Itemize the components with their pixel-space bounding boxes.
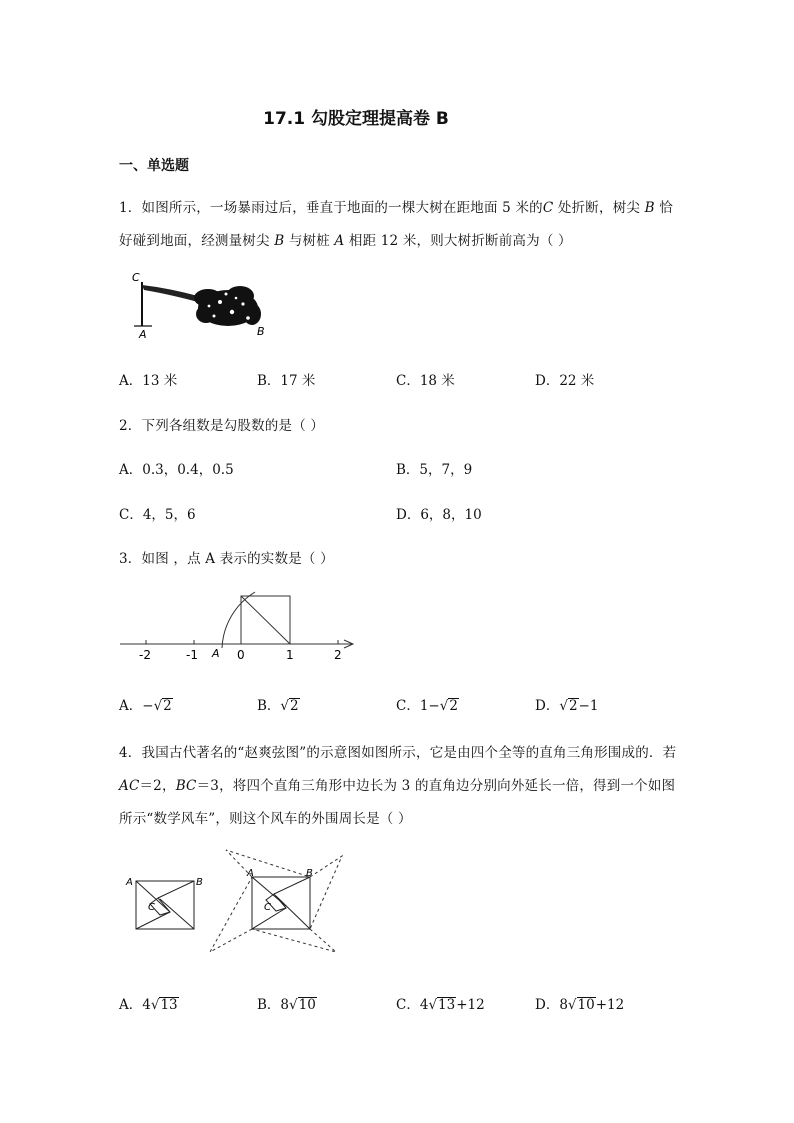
q1-stem-line1: 1．如图所示，一场暴雨过后，垂直于地面的一棵大树在距地面 5 米的C 处折断，树尖 B 恰 <box>119 200 673 216</box>
q4-right-label-a: A <box>247 868 254 879</box>
q3-option-a[interactable]: A．− √ 2 <box>119 698 172 715</box>
tree-canopy-icon <box>194 286 261 326</box>
q3-option-d[interactable]: D． √ 2 −1 <box>535 698 599 715</box>
q4-right-label-b: B <box>306 868 313 879</box>
q4-left-label-b: B <box>196 877 203 888</box>
sqrt-icon: √ <box>280 698 290 714</box>
q3-tick-2: 2 <box>334 648 342 662</box>
q1-label-a: A <box>139 328 147 341</box>
q4-stem-line3: 所示“数学风车”，则这个风车的外围周长是（ ） <box>119 811 412 827</box>
sqrt-icon: √ <box>567 997 577 1013</box>
q3-tick-neg2: -2 <box>139 648 151 662</box>
q1-option-a[interactable]: A．13 米 <box>119 373 178 389</box>
q4-option-a[interactable]: A．4 √ 13 <box>119 997 178 1014</box>
q1-option-d[interactable]: D．22 米 <box>535 373 595 389</box>
q1-stem-line2: 好碰到地面，经测量树尖 B 与树桩 A 相距 12 米，则大树折断前高为（ ） <box>119 233 572 249</box>
q1-option-b[interactable]: B．17 米 <box>257 373 316 389</box>
section-heading: 一、单选题 <box>119 158 189 174</box>
sqrt-icon: √ <box>150 997 160 1013</box>
q1-option-c[interactable]: C．18 米 <box>396 373 455 389</box>
sqrt-icon: √ <box>289 997 298 1013</box>
q3-tick-0: 0 <box>237 648 245 662</box>
q4-stem-line1: 4．我国古代著名的“赵爽弦图”的示意图如图所示，它是由四个全等的直角三角形围成的．若 <box>119 745 677 761</box>
q3-tick-1: 1 <box>286 648 294 662</box>
q2-option-c[interactable]: C．4，5，6 <box>119 507 196 523</box>
q3-option-b[interactable]: B． √ 2 <box>257 698 299 715</box>
q2-option-d[interactable]: D．6，8，10 <box>396 507 482 523</box>
q3-stem: 3．如图 ，点 A 表示的实数是（ ） <box>119 551 334 567</box>
q3-tick-neg1: -1 <box>186 648 198 662</box>
q3-point-a-label: A <box>212 647 220 660</box>
q1-tree-figure <box>128 268 268 340</box>
q4-left-label-a: A <box>126 877 133 888</box>
sqrt-icon: √ <box>153 698 163 714</box>
q4-stem-line2: AC＝2，BC＝3，将四个直角三角形中边长为 3 的直角边分别向外延长一倍，得到一个如图 <box>119 778 676 794</box>
sqrt-icon: √ <box>439 698 449 714</box>
q4-option-b[interactable]: B．8 √ 10 <box>257 997 316 1014</box>
q3-number-line-figure <box>118 588 358 664</box>
sqrt-icon: √ <box>559 698 568 714</box>
q4-left-label-c: C <box>148 902 155 913</box>
q4-zhao-shuang-figure <box>124 876 203 934</box>
q1-label-b: B <box>257 325 265 338</box>
sqrt-icon: √ <box>428 997 438 1013</box>
q4-option-c[interactable]: C．4 √ 13 +12 <box>396 997 485 1014</box>
q2-option-a[interactable]: A．0.3，0.4，0.5 <box>119 462 234 478</box>
q3-option-c[interactable]: C．1− √ 2 <box>396 698 458 715</box>
q2-option-b[interactable]: B．5，7，9 <box>396 462 473 478</box>
q4-right-label-c: C <box>264 902 271 913</box>
q4-windmill-figure <box>206 846 346 956</box>
page-title: 17.1 勾股定理提高卷 B <box>263 109 449 129</box>
q4-option-d[interactable]: D．8 √ 10 +12 <box>535 997 625 1014</box>
q1-label-c: C <box>132 271 140 284</box>
q2-stem: 2．下列各组数是勾股数的是（ ） <box>119 418 325 434</box>
